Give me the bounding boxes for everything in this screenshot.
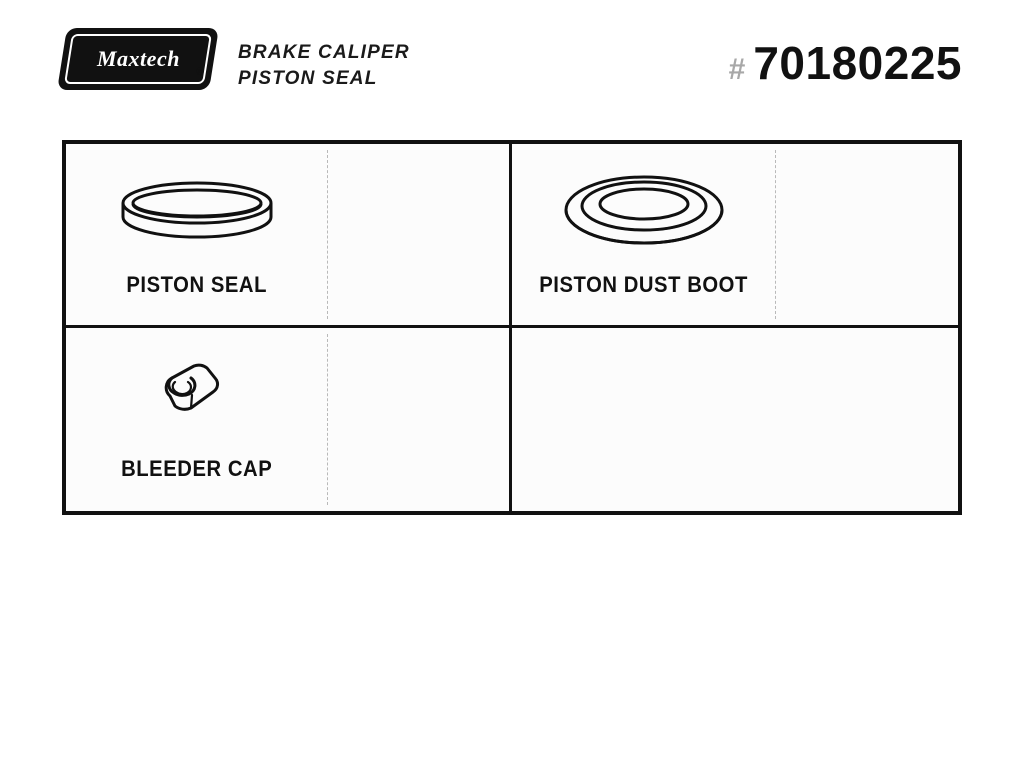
- product-title-line-2: PISTON SEAL: [238, 67, 378, 89]
- page-header: [0, 0, 1024, 140]
- part-label: PISTON SEAL: [126, 272, 268, 297]
- parts-grid-cell: [512, 144, 958, 328]
- piston-dust-boot-icon: [512, 158, 775, 268]
- part-number-value: 70180225: [753, 37, 962, 89]
- logo-wordmark: Maxtech: [96, 46, 180, 71]
- parts-grid-cell: [66, 144, 512, 328]
- parts-grid-cell-empty: [512, 328, 958, 512]
- parts-grid-cell: [66, 328, 512, 512]
- piston-seal-ring-icon: [66, 158, 327, 268]
- part-number-block: [728, 37, 962, 89]
- maxtech-logo: [57, 28, 219, 90]
- cell-divider: [327, 150, 328, 319]
- parts-grid: [62, 140, 962, 515]
- product-title: [238, 40, 410, 91]
- part-label: PISTON DUST BOOT: [539, 272, 748, 297]
- cell-divider: [775, 150, 776, 319]
- registered-trademark-icon: ®: [196, 66, 205, 78]
- part-label: BLEEDER CAP: [121, 455, 273, 481]
- product-title-line-1: BRAKE CALIPER: [238, 42, 410, 63]
- bleeder-cap-icon: [66, 342, 327, 452]
- cell-divider: [327, 334, 328, 506]
- logo-frame: [64, 34, 212, 84]
- hash-icon: #: [728, 53, 746, 86]
